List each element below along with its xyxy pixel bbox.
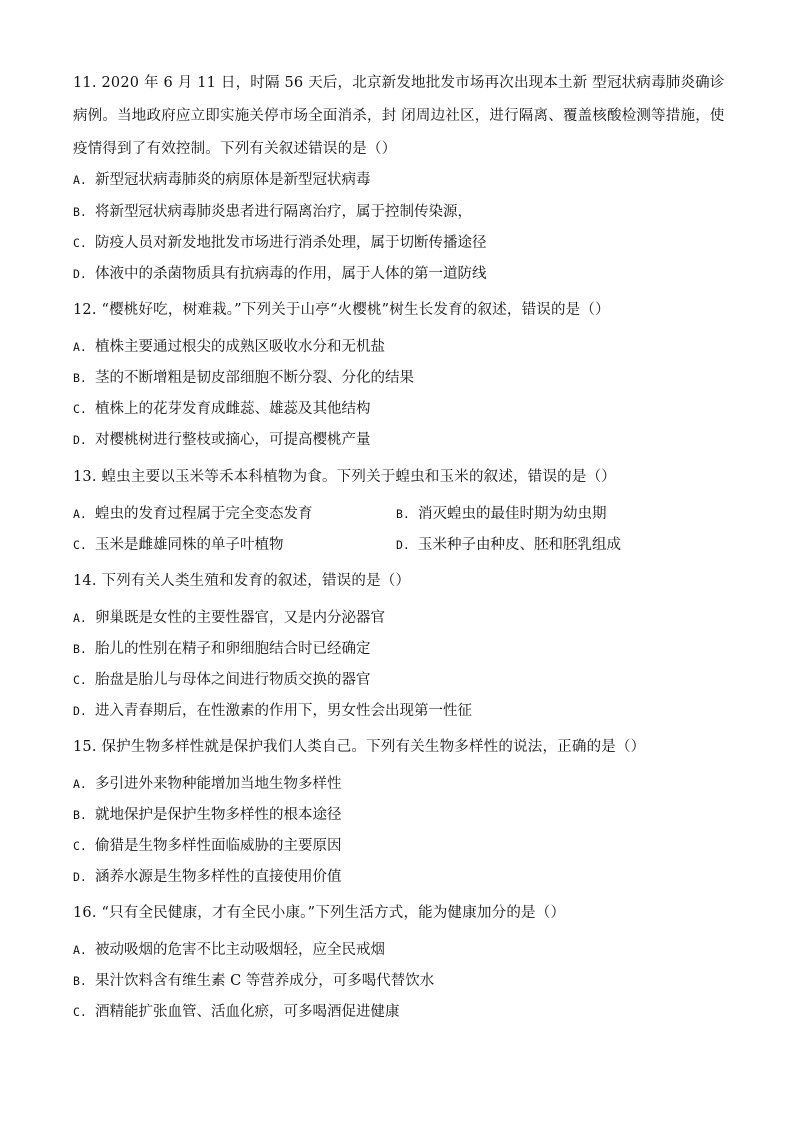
option-text: 蝗虫的发育过程属于完全变态发育 <box>95 506 313 522</box>
question-15-stem: 15. 保护生物多样性就是保护我们人类自己。下列有关生物多样性的说法，正确的是（） <box>73 739 646 755</box>
option-text: 将新型冠状病毒肺炎患者进行隔离治疗，属于控制传染源， <box>95 204 472 220</box>
question-11-option-b <box>73 202 472 222</box>
question-12-option-a <box>73 337 385 357</box>
option-letter: C. <box>73 673 87 687</box>
question-12-stem: 12. “樱桃好吃，树难栽。”下列关于山亭“火樱桃”树生长发育的叙述，错误的是（） <box>73 302 610 318</box>
option-text: 体液中的杀菌物质具有抗病毒的作用，属于人体的第一道防线 <box>95 266 487 282</box>
question-14-option-d <box>73 701 472 721</box>
option-text: 果汁饮料含有维生素 C 等营养成分，可多喝代替饮水 <box>95 973 435 989</box>
option-letter: D. <box>396 538 410 552</box>
option-text: 茎的不断增粗是韧皮部细胞不断分裂、分化的结果 <box>95 370 414 386</box>
option-text: 玉米是雌雄同株的单子叶植物 <box>95 537 284 553</box>
option-letter: D. <box>73 267 87 281</box>
question-13-option-d <box>396 535 621 555</box>
question-14-option-a <box>73 608 385 628</box>
option-letter: B. <box>73 205 87 219</box>
question-11-option-a <box>73 170 371 190</box>
question-13-option-a <box>73 504 313 524</box>
question-16-option-c <box>73 1002 400 1022</box>
option-text: 就地保护是保护生物多样性的根本途径 <box>95 807 342 823</box>
option-text: 消灭蝗虫的最佳时期为幼虫期 <box>418 506 607 522</box>
question-14-option-b <box>73 639 371 659</box>
option-text: 植株上的花芽发育成雌蕊、雄蕊及其他结构 <box>95 401 371 417</box>
option-text: 植株主要通过根尖的成熟区吸收水分和无机盐 <box>95 339 385 355</box>
question-12-option-c <box>73 399 371 419</box>
option-letter: A. <box>73 611 87 625</box>
option-text: 玉米种子由种皮、胚和胚乳组成 <box>418 537 621 553</box>
option-text: 胎盘是胎儿与母体之间进行物质交换的器官 <box>95 672 371 688</box>
option-letter: D. <box>73 704 87 718</box>
option-letter: C. <box>73 538 87 552</box>
question-15-option-b <box>73 805 342 825</box>
question-13-option-c <box>73 535 284 555</box>
option-letter: B. <box>73 808 87 822</box>
option-text: 新型冠状病毒肺炎的病原体是新型冠状病毒 <box>95 172 371 188</box>
option-letter: C. <box>73 236 87 250</box>
option-letter: A. <box>73 173 87 187</box>
question-11-option-c <box>73 233 487 253</box>
option-text: 被动吸烟的危害不比主动吸烟轻，应全民戒烟 <box>95 942 385 958</box>
option-letter: B. <box>73 642 87 656</box>
question-13-option-b <box>396 504 607 524</box>
question-16-option-b <box>73 971 434 991</box>
question-16-stem: 16. “只有全民健康，才有全民小康。”下列生活方式，能为健康加分的是（） <box>73 905 566 921</box>
option-text: 酒精能扩张血管、活血化瘀，可多喝酒促进健康 <box>95 1004 400 1020</box>
option-text: 涵养水源是生物多样性的直接使用价值 <box>95 869 342 885</box>
option-text: 进入青春期后，在性激素的作用下，男女性会出现第一性征 <box>95 703 472 719</box>
option-letter: B. <box>73 371 87 385</box>
option-text: 多引进外来物种能增加当地生物多样性 <box>95 776 342 792</box>
option-letter: A. <box>73 943 87 957</box>
question-15-option-c <box>73 836 342 856</box>
question-15-option-d <box>73 867 342 887</box>
option-text: 卵巢既是女性的主要性器官，又是内分泌器官 <box>95 610 385 626</box>
option-letter: B. <box>396 507 410 521</box>
option-text: 胎儿的性别在精子和卵细胞结合时已经确定 <box>95 641 371 657</box>
question-11-stem: 11. 2020 年 6 月 11 日，时隔 56 天后，北京新发地批发市场再次出现本土新 型冠状病毒肺炎确诊病例。当地政府应立即实施关停市场全面消杀，封 闭周边社区，进行隔离、覆盖核酸检测等措施，使疫情得到了有效控制。下列有关叙述错误的是（） <box>73 75 725 157</box>
option-letter: A. <box>73 340 87 354</box>
question-16-option-a <box>73 940 385 960</box>
option-letter: A. <box>73 507 87 521</box>
option-letter: C. <box>73 1005 87 1019</box>
option-letter: C. <box>73 839 87 853</box>
option-letter: A. <box>73 777 87 791</box>
question-15-option-a <box>73 774 342 794</box>
option-text: 偷猎是生物多样性面临威胁的主要原因 <box>95 838 342 854</box>
question-13-stem: 13. 蝗虫主要以玉米等禾本科植物为食。下列关于蝗虫和玉米的叙述，错误的是（） <box>73 469 616 485</box>
option-letter: D. <box>73 870 87 884</box>
option-text: 对樱桃树进行整枝或摘心，可提高樱桃产量 <box>95 432 371 448</box>
option-letter: D. <box>73 433 87 447</box>
option-text: 防疫人员对新发地批发市场进行消杀处理，属于切断传播途径 <box>95 235 487 251</box>
question-11-option-d <box>73 264 487 284</box>
option-letter: B. <box>73 974 87 988</box>
question-14-stem: 14. 下列有关人类生殖和发育的叙述，错误的是（） <box>73 573 411 589</box>
question-12-option-d <box>73 430 371 450</box>
option-letter: C. <box>73 402 87 416</box>
question-12-option-b <box>73 368 414 388</box>
question-14-option-c <box>73 670 371 690</box>
